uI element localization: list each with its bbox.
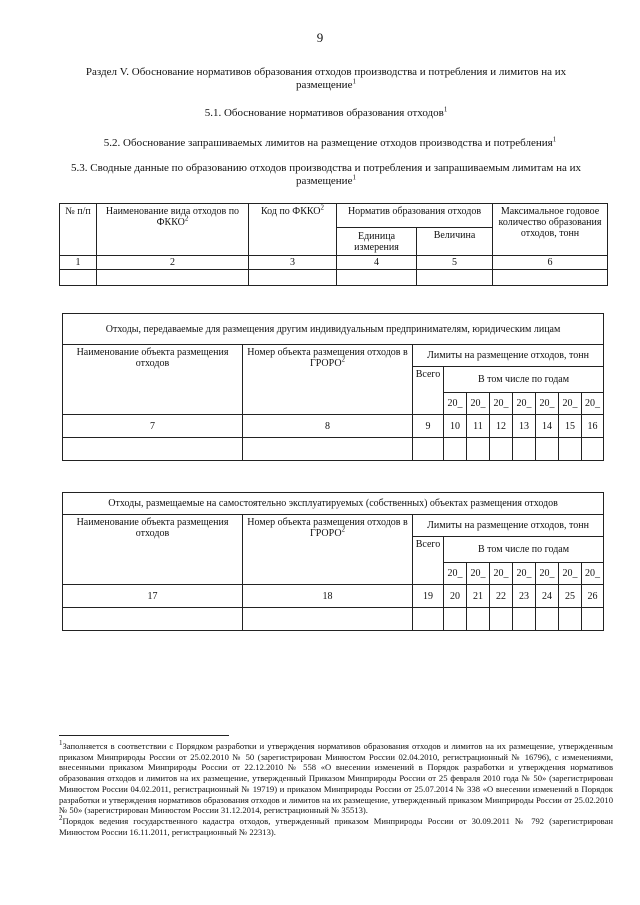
year-cell[interactable]: 20_ xyxy=(582,393,604,415)
table-cell[interactable] xyxy=(513,608,536,631)
table-title: Отходы, передаваемые для размещения другим индивидуальным предпринимателям, юридическим лицам xyxy=(63,314,604,345)
footnote-divider xyxy=(59,735,229,736)
col-number: 21 xyxy=(467,585,490,608)
section-heading-text: Раздел V. Обоснование нормативов образования отходов производства и потребления и лимитов на их размещение xyxy=(85,66,567,91)
section-heading xyxy=(66,66,586,92)
heading-5-2-footnote-mark: 1 xyxy=(552,135,557,144)
year-cell[interactable]: 20_ xyxy=(513,563,536,585)
col-number: 12 xyxy=(490,415,513,438)
table-cell[interactable] xyxy=(490,608,513,631)
year-cell[interactable]: 20_ xyxy=(444,393,467,415)
table-cell[interactable] xyxy=(413,438,444,461)
table-cell[interactable] xyxy=(243,438,413,461)
header-object-name: Наименование объекта размещения отходов xyxy=(63,515,243,585)
col-number: 6 xyxy=(493,256,608,270)
table-title: Отходы, размещаемые на самостоятельно эксплуатируемых (собственных) объектах размещения отходов xyxy=(63,493,604,515)
table-row xyxy=(63,438,604,461)
col-number: 11 xyxy=(467,415,490,438)
page-number: 9 xyxy=(316,30,324,45)
col-number: 17 xyxy=(63,585,243,608)
table-cell[interactable] xyxy=(582,438,604,461)
heading-5-1 xyxy=(66,107,586,120)
year-cell[interactable]: 20_ xyxy=(490,563,513,585)
col-number: 18 xyxy=(243,585,413,608)
year-cell[interactable]: 20_ xyxy=(444,563,467,585)
header-waste-name xyxy=(97,204,249,256)
header-by-years: В том числе по годам xyxy=(444,537,604,563)
header-fkko-code xyxy=(249,204,337,256)
header-waste-name-footnote-mark: 2 xyxy=(184,214,189,223)
header-waste-name-text: Наименование вида отходов по ФККО xyxy=(105,206,240,228)
col-number: 22 xyxy=(490,585,513,608)
table-row xyxy=(63,585,604,608)
year-cell[interactable]: 20_ xyxy=(467,563,490,585)
header-max-annual: Максимальное годовое количество образования отходов, тонн xyxy=(493,204,608,256)
col-number: 23 xyxy=(513,585,536,608)
header-norm: Норматив образования отходов xyxy=(337,204,493,228)
col-number: 19 xyxy=(413,585,444,608)
col-number: 9 xyxy=(413,415,444,438)
header-fkko-code-footnote-mark: 2 xyxy=(320,203,325,212)
header-groro-number xyxy=(243,345,413,415)
header-object-name: Наименование объекта размещения отходов xyxy=(63,345,243,415)
section-heading-footnote-mark: 1 xyxy=(352,77,356,86)
table-cell[interactable] xyxy=(444,438,467,461)
col-number: 2 xyxy=(97,256,249,270)
header-limits: Лимиты на размещение отходов, тонн xyxy=(413,515,604,537)
heading-5-3-footnote-mark: 1 xyxy=(352,173,356,182)
heading-5-1-text: 5.1. Обоснование нормативов образования отходов xyxy=(204,107,444,119)
own-facility-waste-table xyxy=(62,492,604,631)
table-cell[interactable] xyxy=(559,608,582,631)
table-cell[interactable] xyxy=(582,608,604,631)
col-number: 16 xyxy=(582,415,604,438)
heading-5-3-text: 5.3. Сводные данные по образованию отходов производства и потребления и запрашиваемым лимитам на их размещение xyxy=(71,162,581,187)
table-cell[interactable] xyxy=(249,270,337,286)
table-row xyxy=(60,270,608,286)
table-row xyxy=(63,608,604,631)
table-cell[interactable] xyxy=(493,270,608,286)
col-number: 1 xyxy=(60,256,97,270)
col-number: 13 xyxy=(513,415,536,438)
col-number: 4 xyxy=(337,256,417,270)
table-cell[interactable] xyxy=(417,270,493,286)
col-number: 24 xyxy=(536,585,559,608)
table-cell[interactable] xyxy=(97,270,249,286)
table-cell[interactable] xyxy=(490,438,513,461)
header-limits: Лимиты на размещение отходов, тонн xyxy=(413,345,604,367)
col-number: 10 xyxy=(444,415,467,438)
footnote-text: Заполняется в соответствии с Порядком разработки и утверждения нормативов образования отходов и лимитов на их размещение, утвержденным приказом Минприроды России от 25.02.2010 № 50 (зарегистрирован Минюстом России 02.04.2010, регистрационный № 16796), с изменениями, внесенными приказом Минприроды России от 22.12.2010 № 558 «О внесении изменений в Порядок разработки и утверждения нормативов образования отходов и лимитов на их размещение, утвержденный Приказом Минприроды России от 25 февраля 2010 года № 50» (зарегистрирован Минюстом России 04.02.2011, регистрационный № 19719) и приказом Минприроды России от 25.07.2014 № 338 «О внесении изменений в Порядок разработки и утверждения нормативов образования отходов и лимитов на их размещение, утвержденный приказом Минприроды России от 25.02.2010 № 50» (зарегистрирован Минюстом России 31.12.2014, регистрационный № 35513). xyxy=(59,741,613,816)
heading-5-1-footnote-mark: 1 xyxy=(443,105,448,114)
footnotes xyxy=(59,741,613,837)
table-cell[interactable] xyxy=(413,608,444,631)
footnote-2 xyxy=(59,816,613,837)
col-number: 8 xyxy=(243,415,413,438)
header-groro-number-text: Номер объекта размещения отходов в ГРОРО xyxy=(247,517,408,539)
col-number: 3 xyxy=(249,256,337,270)
col-number: 20 xyxy=(444,585,467,608)
header-groro-number-text: Номер объекта размещения отходов в ГРОРО xyxy=(247,347,408,369)
header-groro-number-footnote-mark: 2 xyxy=(341,355,346,364)
header-total: Всего xyxy=(413,537,444,585)
table-cell[interactable] xyxy=(559,438,582,461)
year-cell[interactable]: 20_ xyxy=(559,563,582,585)
year-cell[interactable]: 20_ xyxy=(582,563,604,585)
table-cell[interactable] xyxy=(513,438,536,461)
footnote-text: Порядок ведения государственного кадастра отходов, утвержденный приказом Минприроды России от 30.09.2011 № 792 (зарегистрирован Минюстом России 16.11.2011, регистрационный № 22313). xyxy=(59,815,613,837)
year-cell[interactable]: 20_ xyxy=(467,393,490,415)
year-cell[interactable]: 20_ xyxy=(513,393,536,415)
year-cell[interactable]: 20_ xyxy=(490,393,513,415)
header-fkko-code-text: Код по ФККО xyxy=(260,206,321,217)
header-by-years: В том числе по годам xyxy=(444,367,604,393)
year-cell[interactable]: 20_ xyxy=(536,393,559,415)
year-cell[interactable]: 20_ xyxy=(536,563,559,585)
header-groro-number xyxy=(243,515,413,585)
col-number: 7 xyxy=(63,415,243,438)
table-cell[interactable] xyxy=(243,608,413,631)
table-cell[interactable] xyxy=(63,608,243,631)
header-total: Всего xyxy=(413,367,444,415)
header-value: Величина xyxy=(417,228,493,256)
table-cell[interactable] xyxy=(467,438,490,461)
table-cell[interactable] xyxy=(337,270,417,286)
waste-norms-table xyxy=(59,203,608,286)
col-number: 26 xyxy=(582,585,604,608)
header-unit: Единица измерения xyxy=(337,228,417,256)
col-number: 15 xyxy=(559,415,582,438)
heading-5-2 xyxy=(40,137,620,150)
table-cell[interactable] xyxy=(63,438,243,461)
footnote-mark: 2 xyxy=(59,814,63,823)
footnote-mark: 1 xyxy=(59,739,63,748)
table-cell[interactable] xyxy=(536,608,559,631)
table-row xyxy=(63,415,604,438)
table-cell[interactable] xyxy=(536,438,559,461)
col-number: 14 xyxy=(536,415,559,438)
col-number: 5 xyxy=(417,256,493,270)
footnote-1 xyxy=(59,741,613,816)
table-row xyxy=(60,256,608,270)
heading-5-3 xyxy=(66,162,586,188)
col-number: 25 xyxy=(559,585,582,608)
header-groro-number-footnote-mark: 2 xyxy=(341,525,346,534)
table-cell[interactable] xyxy=(444,608,467,631)
transferred-waste-table xyxy=(62,313,604,461)
heading-5-2-text: 5.2. Обоснование запрашиваемых лимитов на размещение отходов производства и потребления xyxy=(103,137,553,149)
header-number: № п/п xyxy=(60,204,97,256)
table-cell[interactable] xyxy=(467,608,490,631)
table-cell[interactable] xyxy=(60,270,97,286)
year-cell[interactable]: 20_ xyxy=(559,393,582,415)
